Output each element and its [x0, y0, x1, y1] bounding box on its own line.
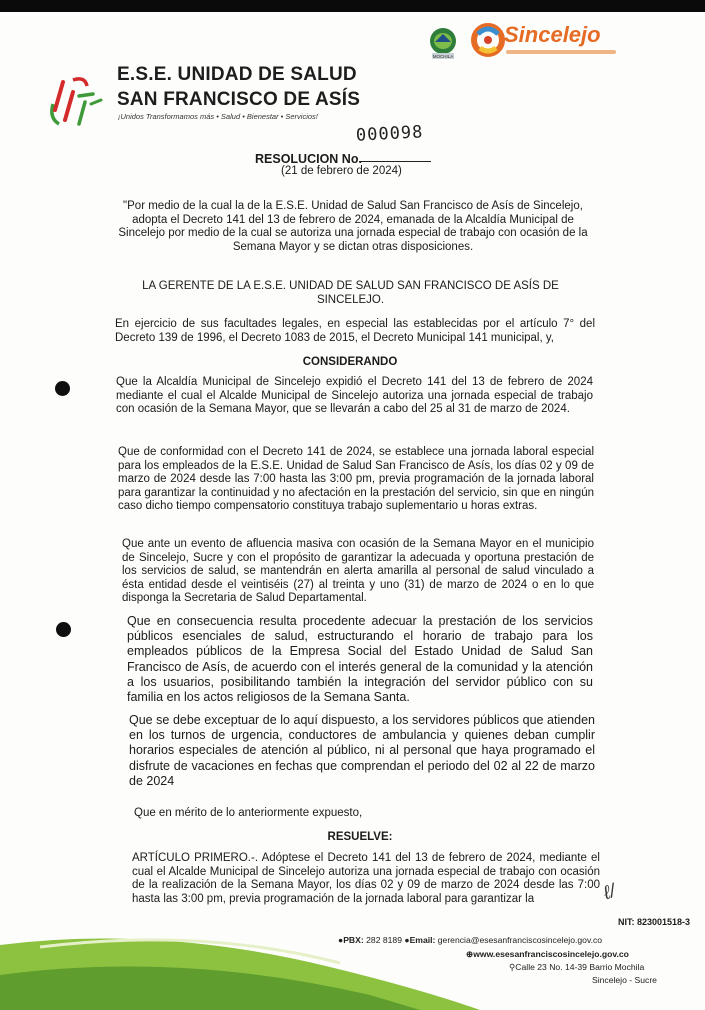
footer-address: ⚲Calle 23 No. 14-39 Barrio Mochila	[509, 962, 645, 972]
closing-statement: Que en mérito de lo anteriormente expuesto,	[134, 807, 363, 819]
authority-heading: LA GERENTE DE LA E.S.E. UNIDAD DE SALUD SAN FRANCISCO DE ASÍS DE SINCELEJO.	[142, 280, 559, 306]
legal-powers: En ejercicio de sus facultades legales, en especial las establecidas por el artículo 7° del Decreto 139 de 1996, el Decreto 1083 de 2015, el Decreto Municipal 141 municipal, y,	[115, 318, 595, 344]
sincelejo-tagline-bar	[506, 50, 616, 54]
handwritten-initials: ℓ/	[600, 880, 619, 905]
sincelejo-swirl-icon	[470, 22, 506, 58]
resolution-purpose: "Por medio de la cual la de la E.S.E. Unidad de Salud San Francisco de Asís de Sincelejo, adopta el Decreto 141 del 13 de febrero de 2024, emanada de la Alcaldía Municipal de Sincelejo por medio de la cual se autoriza una jornada especial de trabajo con ocasión de la Semana Mayor y se dictan otras disposiciones.	[118, 200, 588, 253]
footer-city: Sincelejo - Sucre	[592, 975, 657, 985]
organization-name: E.S.E. UNIDAD DE SALUD SAN FRANCISCO DE ASÍS	[117, 64, 361, 110]
phone-icon: ●	[338, 935, 344, 945]
footer-email[interactable]: gerencia@esesanfranciscosincelejo.gov.co	[437, 935, 603, 945]
municipal-shield-icon	[426, 26, 460, 62]
footer-phone-email: ●PBX: 282 8189 ●Email: gerencia@esesanfranciscosincelejo.gov.co	[338, 935, 603, 945]
mail-icon: ●	[404, 935, 410, 945]
consideration-4: Que en consecuencia resulta procedente adecuar la prestación de los servicios públicos esenciales de salud, estructurando el horario de trabajo para los empleados públicos de la Empresa Social del Estado Unidad de Salud San Francisco de Asís, de acuerdo con el interés general de la comunidad y la atención a los usuarios, posibilitando también la integración del servidor público con su familia en los actos religiosos de la Semana Santa.	[127, 614, 593, 705]
health-unit-logo-icon	[45, 74, 105, 128]
globe-icon: ⊕	[466, 949, 474, 959]
footer-website[interactable]: ⊕www.esesanfranciscosincelejo.gov.co	[466, 949, 629, 959]
bullet-marker	[56, 622, 71, 637]
considerando-heading: CONSIDERANDO	[302, 356, 398, 368]
resuelve-heading: RESUELVE:	[327, 831, 393, 843]
consideration-5: Que se debe exceptuar de lo aquí dispuesto, a los servidores públicos que atienden en los turnos de urgencia, conductores de ambulancia y quienes deban cumplir horarios especiales de atención al público, ni al personal que haya programado el disfrute de vacaciones en fechas que comprendan el periodo del 02 al 22 de marzo de 2024	[129, 713, 595, 788]
resolution-number-line	[359, 161, 431, 162]
sincelejo-brand: Sincelejo	[504, 22, 601, 47]
consideration-2: Que de conformidad con el Decreto 141 de 2024, se establece una jornada laboral especial para los empleados de la E.S.E. Unidad de Salud San Francisco de Asís, los días 02 y 09 de marzo de 2024 desde las 7:00 hasta las 3:00 pm, previa programación de la jornada laboral para garantizar la continuidad y no afectación en la prestación del servicio, sin que en ningún caso dicho tiempo compensatorio constituya trabajo suplementario u horas extras.	[118, 446, 594, 512]
organization-slogan: ¡Unidos Transformamos más • Salud • Bienestar • Servicios!	[118, 112, 318, 121]
footer-nit: NIT: 823001518-3	[618, 917, 691, 927]
top-border	[0, 0, 705, 12]
badge-caption: MOCHILA	[432, 54, 454, 59]
article-one: ARTÍCULO PRIMERO.-. Adóptese el Decreto 141 del 13 de febrero de 2024, mediante el cual el Alcalde Municipal de Sincelejo autoriza una jornada especial de trabajo con ocasión de la realización de la Semana Mayor, los días 02 y 09 de marzo de 2024 desde las 7:00 hasta las 3:00 pm, previa programación de la jornada laboral para garantizar la	[132, 852, 600, 905]
consideration-3: Que ante un evento de afluencia masiva con ocasión de la Semana Mayor en el municipio de Sincelejo, Sucre y con el propósito de garantizar la adecuada y oportuna prestación de los servicios de salud, se mantendrán en alerta amarilla al personal de salud vinculado a ésta entidad desde el veintiséis (27) al treinta y uno (31) de marzo de 2024 o en lo que disponga la Secretaria de Salud Departamental.	[122, 538, 594, 604]
resolution-date: (21 de febrero de 2024)	[281, 165, 402, 177]
resolution-label: RESOLUCION No.	[255, 152, 362, 166]
bullet-marker	[55, 381, 70, 396]
location-pin-icon: ⚲	[509, 962, 516, 972]
footer-pbx: 282 8189	[366, 935, 402, 945]
consideration-1: Que la Alcaldía Municipal de Sincelejo expidió el Decreto 141 del 13 de febrero de 2024 mediante el cual el Alcalde Municipal de Sincelejo autoriza una jornada especial de trabajo con ocasión de la Semana Mayor, que se llevarán a cabo del 25 al 31 de marzo de 2024.	[116, 376, 593, 415]
resolution-stamp-number: 000098	[355, 122, 424, 146]
